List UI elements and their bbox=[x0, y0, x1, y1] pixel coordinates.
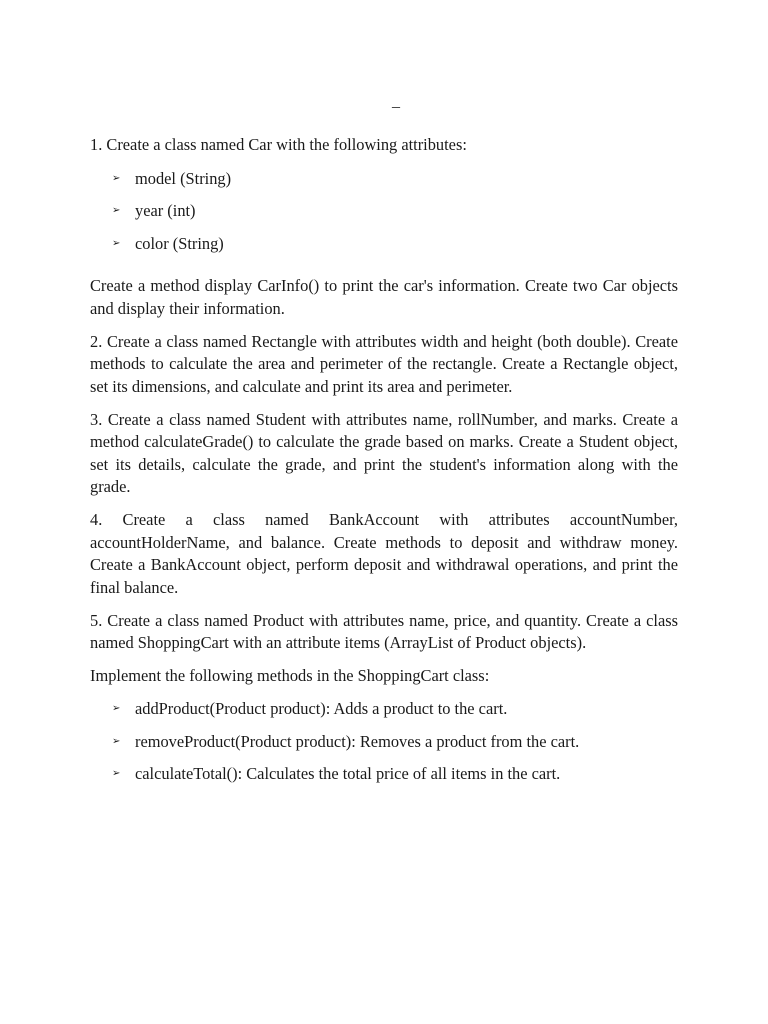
list-item-text: addProduct(Product product): Adds a product to the cart. bbox=[135, 699, 508, 718]
arrowhead-bullet-icon: ➢ bbox=[112, 172, 121, 184]
list-item-text: year (int) bbox=[135, 201, 196, 220]
list-item-text: calculateTotal(): Calculates the total price of all items in the cart. bbox=[135, 764, 561, 783]
question-1-intro: 1. Create a class named Car with the following attributes: bbox=[90, 135, 467, 154]
list-item bbox=[90, 731, 678, 764]
question-4-text: 4. Create a class named BankAccount with attributes accountNumber, accountHolderName, and balance. Create methods to deposit and withdraw money. Create a BankAccount object, perform deposit and withdrawal operations, and print the final balance. bbox=[90, 510, 678, 597]
list-item-text: color (String) bbox=[135, 233, 224, 253]
list-item-text: model (String) bbox=[135, 168, 232, 188]
question-5-methods-intro: Implement the following methods in the ShoppingCart class: bbox=[90, 666, 490, 685]
list-item bbox=[90, 698, 678, 731]
question-2-text: 2. Create a class named Rectangle with attributes width and height (both double). Create methods to calculate the area and perimeter of the rectangle. Create a Rectangle object, set its dimensions, and calculate and print its area and perimeter. bbox=[90, 331, 678, 396]
page-header-mark: _ bbox=[392, 93, 400, 110]
car-attribute-list bbox=[90, 168, 678, 266]
list-item bbox=[90, 200, 678, 233]
list-item-text: removeProduct(Product product): Removes a product from the cart. bbox=[135, 731, 580, 751]
arrowhead-bullet-icon: ➢ bbox=[112, 703, 121, 714]
document-body bbox=[90, 134, 678, 806]
arrowhead-bullet-icon: ➢ bbox=[112, 768, 121, 779]
question-1-text: Create a method display CarInfo() to print the car's information. Create two Car objects and display their information. bbox=[90, 276, 678, 318]
shopping-cart-method-list bbox=[90, 698, 678, 796]
list-item bbox=[90, 168, 678, 201]
question-3-text: 3. Create a class named Student with attributes name, rollNumber, and marks. Create a method calculateGrade() to calculate the grade based on marks. Create a Student object, set its details, calculate the grade, and print the student's information along with the grade. bbox=[90, 409, 678, 496]
arrowhead-bullet-icon: ➢ bbox=[112, 237, 121, 249]
arrowhead-bullet-icon: ➢ bbox=[112, 205, 121, 216]
list-item bbox=[90, 763, 678, 796]
list-item bbox=[90, 233, 678, 266]
question-5-text: 5. Create a class named Product with attributes name, price, and quantity. Create a class named ShoppingCart with an attribute items (ArrayList of Product objects). bbox=[90, 610, 678, 652]
arrowhead-bullet-icon: ➢ bbox=[112, 735, 121, 747]
